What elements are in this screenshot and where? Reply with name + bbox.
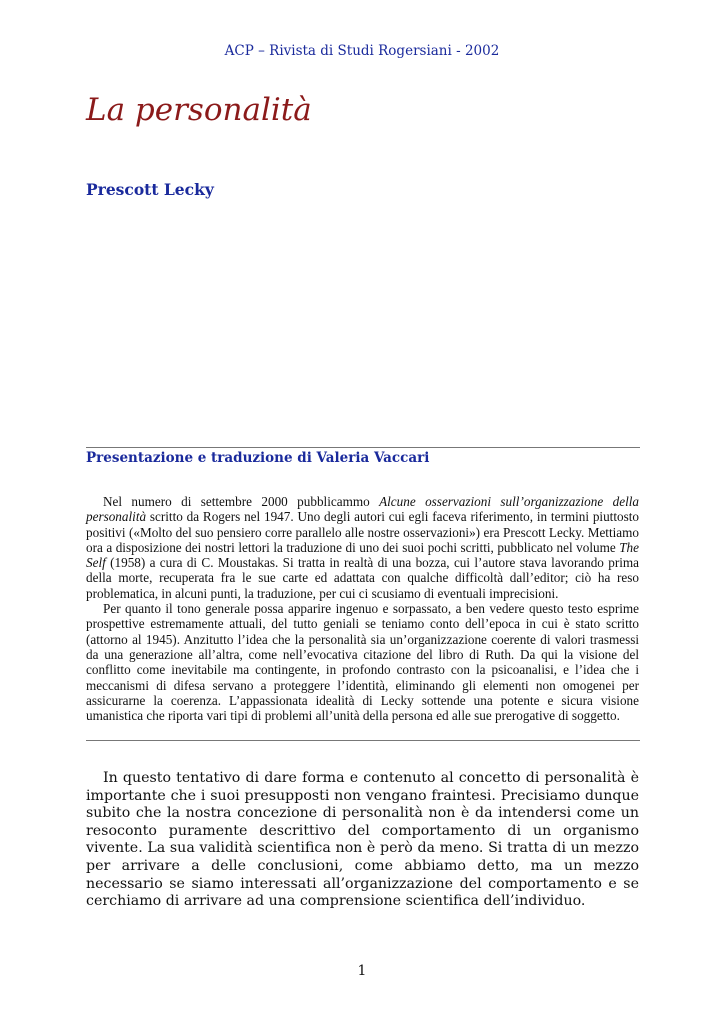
body-paragraph: In questo tentativo di dare forma e contenuto al concetto di personalità è importante che i suoi presupposti non vengano fraintesi. Precisiamo dunque subito che la nostra concezione di personalità non è da intendersi come un resoconto puramente descrittivo del comportamento di un organismo vivente. La sua validità scientifica non è però da meno. Si tratta di un mezzo per arrivare a delle conclusioni, come abbiamo detto, ma un mezzo necessario se siamo interessati all’organizzazione del comportamento e se cerchiamo di arrivare ad una comprensione scientifica dell’individuo.: [86, 770, 639, 910]
intro-p1-cited-title: Alcune osservazioni sull’organizzazione della personalità: [86, 494, 639, 525]
intro-p1-part-a: Nel numero di settembre 2000 pubblicammo: [103, 494, 380, 509]
running-header: ACP – Rivista di Studi Rogersiani - 2002: [224, 43, 500, 59]
article-author: Prescott Lecky: [86, 180, 214, 199]
intro-paragraph-1: [86, 494, 639, 601]
intro-text: [86, 494, 639, 723]
intro-p1-part-c: (1958) a cura di C. Moustakas. Si tratta in realtà di una bozza, cui l’autore stava lavorando prima della morte, recuperata fra le sue carte ed adattata con qualche difficoltà dall’editor; ciò ha reso problematica, in alcuni punti, la traduzione, per cui ci scusiamo di eventuali imprecisioni.: [86, 555, 639, 601]
intro-p1-part-b: scritto da Rogers nel 1947. Uno degli autori cui egli faceva riferimento, in termini piuttosto positivi («Molto del suo pensiero corre parallelo alle nostre osservazioni») era Prescott Lecky. Mettiamo ora a disposizione dei nostri lettori la traduzione di uno dei suoi pochi scritti, pubblicato nel volume: [86, 509, 639, 555]
intro-paragraph-2: Per quanto il tono generale possa apparire ingenuo e sorpassato, a ben vedere questo testo esprime prospettive estremamente attuali, del tutto geniali se teniamo conto dell’epoca in cui è stato scritto (attorno al 1945). Anzitutto l’idea che la personalità sia un’organizzazione coerente di valori trasmessi da una generazione all’altra, come nell’evocativa citazione del libro di Ruth. Da qui la visione del conflitto come inevitabile ma contingente, in profondo contrasto con la psicoanalisi, e l’idea che i meccanismi di difesa servano a proteggere l’identità, eliminando gli elementi non omogenei per assicurarne la coerenza. L’appassionata idealità di Lecky sottende una potente e sicura visione umanistica che riporta vari tipi di problemi all’unità della persona ed alle sue prerogative di soggetto.: [86, 601, 639, 724]
article-title: La personalità: [86, 92, 312, 128]
intro-p1-book-title: The Self: [86, 539, 639, 571]
page-number: 1: [357, 963, 367, 979]
intro-heading: Presentazione e traduzione di Valeria Vaccari: [86, 450, 430, 466]
